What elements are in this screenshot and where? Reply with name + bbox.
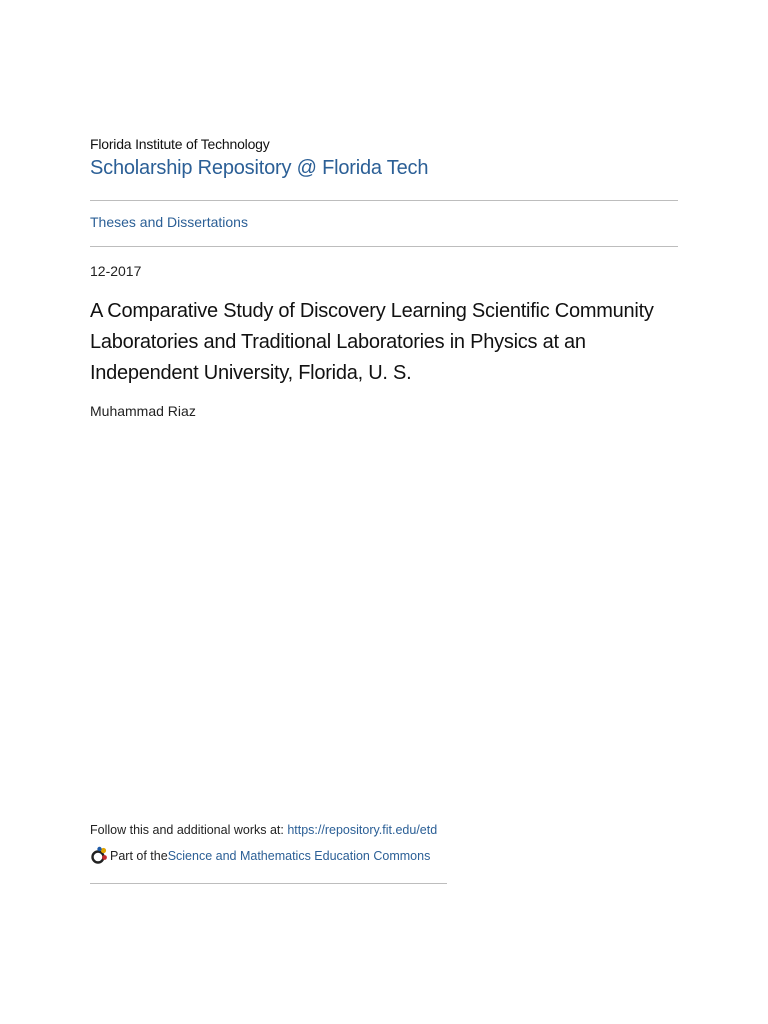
commons-link[interactable]: Science and Mathematics Education Commons: [167, 849, 431, 863]
divider-bottom: [90, 883, 447, 884]
institution-name: Florida Institute of Technology: [90, 136, 270, 152]
author-name: Muhammad Riaz: [90, 403, 196, 419]
divider-top: [90, 200, 678, 201]
part-of-text: Part of the: [110, 849, 168, 863]
repository-url-link[interactable]: https://repository.fit.edu/etd: [287, 823, 438, 837]
publication-date: 12-2017: [90, 263, 142, 279]
part-of-line: [90, 846, 430, 866]
network-commons-icon: [90, 846, 108, 866]
follow-line: [90, 823, 437, 837]
divider-middle: [90, 246, 678, 247]
document-title: A Comparative Study of Discovery Learning Scientific Community Laboratories and Traditional Laboratories in Physics at an Independent University, Florida, U. S.: [90, 300, 654, 384]
repository-link[interactable]: Scholarship Repository @ Florida Tech: [90, 157, 429, 179]
follow-text: Follow this and additional works at:: [90, 823, 288, 837]
collection-link[interactable]: Theses and Dissertations: [90, 214, 248, 230]
